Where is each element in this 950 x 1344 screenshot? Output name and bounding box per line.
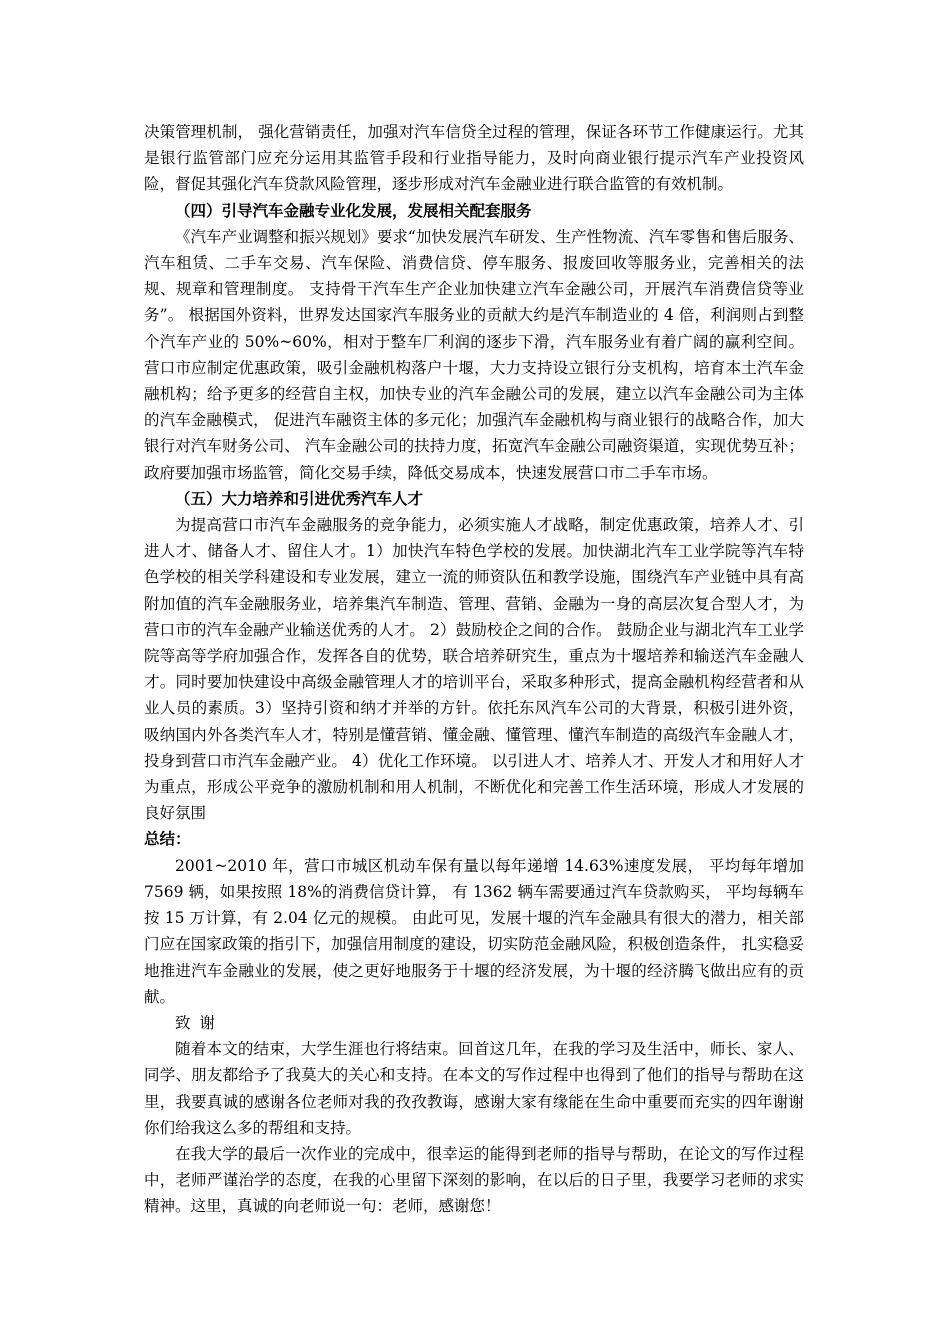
acknowledgement-heading	[144, 1010, 804, 1036]
paragraph-section-5: 为提高营口市汽车金融服务的竞争能力，必须实施人才战略，制定优惠政策，培养人才、引进人才、储备人才、留住人才。1）加快汽车特色学校的发展。加快湖北汽车工业学院等汽车特色学校的相关学科建设和专业发展，建立一流的师资队伍和教学设施，围绕汽车产业链中具有高附加值的汽车金融服务业，培养集汽车制造、管理、营销、金融为一身的高层次复合型人才，为营口市的汽车金融产业输送优秀的人才。 2）鼓励校企之间的合作。 鼓励企业与湖北汽车工业学院等高等学府加强合作，发挥各自的优势，联合培养研究生，重点为十堰培养和输送汽车金融人才。同时要加快建设中高级金融管理人才的培训平台，采取多种形式，提高金融机构经营者和从业人员的素质。3）坚持引资和纳才并举的方针。依托东风汽车公司的大背景，积极引进外资，吸纳国内外各类汽车人才，特别是懂营销、懂金融、懂管理、懂汽车制造的高级汽车金融人才，投身到营口市汽车金融产业。 4）优化工作环境。 以引进人才、培养人才、开发人才和用好人才为重点，形成公平竞争的激励机制和用人机制，不断优化和完善工作生活环境，形成人才发展的良好氛围	[144, 516, 804, 823]
paragraph-summary: 2001~2010 年，营口市城区机动车保有量以每年递增 14.63%速度发展， 平均每年增加 7569 辆，如果按照 18%的消费信贷计算， 有 1362 辆车需要通过汽车贷款购买， 平均每辆车按 15 万计算，有 2.04 亿元的规模。 由此可见，发展十堰的汽车金融具有很大的潜力，相关部门应在国家政策的指引下，加强信用制度的建设，切实防范金融风险，积极创造条件， 扎实稳妥地推进汽车金融业的发展，使之更好地服务于十堰的经济发展，为十堰的经济腾飞做出应有的贡献。	[144, 856, 804, 1006]
paragraph-section-4: 《汽车产业调整和振兴规划》要求“加快发展汽车研发、生产性物流、汽车零售和售后服务、汽车租赁、二手车交易、汽车保险、消费信贷、停车服务、报废回收等服务业，完善相关的法规、规章和管理制度。 支持骨干汽车生产企业加快建立汽车金融公司，开展汽车消费信贷等业务”。 根据国外资料，世界发达国家汽车服务业的贡献大约是汽车制造业的 4 倍，利润则占到整个汽车产业的 50%~60%，相对于整车厂利润的逐步下滑，汽车服务业有着广阔的赢利空间。 营口市应制定优惠政策，吸引金融机构落户十堰，大力支持设立银行分支机构，培育本土汽车金融机构；给予更多的经营自主权，加快专业的汽车金融公司的发展，建立以汽车金融公司为主体的汽车金融模式， 促进汽车融资主体的多元化；加强汽车金融机构与商业银行的战略合作，加大银行对汽车财务公司、 汽车金融公司的扶持力度，拓宽汽车金融公司融资渠道，实现优势互补；政府要加强市场监管，简化交易手续，降低交易成本，快速发展营口市二手车市场。	[144, 227, 804, 482]
paragraph-acknowledgement-1: 随着本文的结束，大学生涯也行将结束。回首这几年，在我的学习及生活中，师长、家人、同学、朋友都给予了我莫大的关心和支持。在本文的写作过程中也得到了他们的指导与帮助在这里，我要真诚的感谢各位老师对我的孜孜教诲，感谢大家有缘能在生命中重要而充实的四年谢谢你们给我这么多的帮组和支持。	[144, 1040, 804, 1137]
paragraph-intro: 决策管理机制， 强化营销责任，加强对汽车信贷全过程的管理，保证各环节工作健康运行。尤其是银行监管部门应充分运用其监管手段和行业指导能力，及时向商业银行提示汽车产业投资风险，督促其强化汽车贷款风险管理，逐步形成对汽车金融业进行联合监管的有效机制。	[144, 123, 804, 194]
section-heading-5: （五）大力培养和引进优秀汽车人才	[175, 488, 424, 508]
acknowledgement-heading-text: 致谢	[175, 1013, 225, 1032]
document-page	[144, 119, 804, 1220]
summary-heading: 总结：	[144, 830, 191, 849]
paragraph-acknowledgement-2: 在我大学的最后一次作业的完成中，很幸运的能得到老师的指导与帮助，在论文的写作过程中，老师严谨治学的态度，在我的心里留下深刻的影响，在以后的日子里，我要学习老师的求实精神。这里，真诚的向老师说一句：老师，感谢您！	[144, 1144, 804, 1216]
section-heading-4: （四）引导汽车金融专业化发展，发展相关配套服务	[175, 200, 532, 220]
